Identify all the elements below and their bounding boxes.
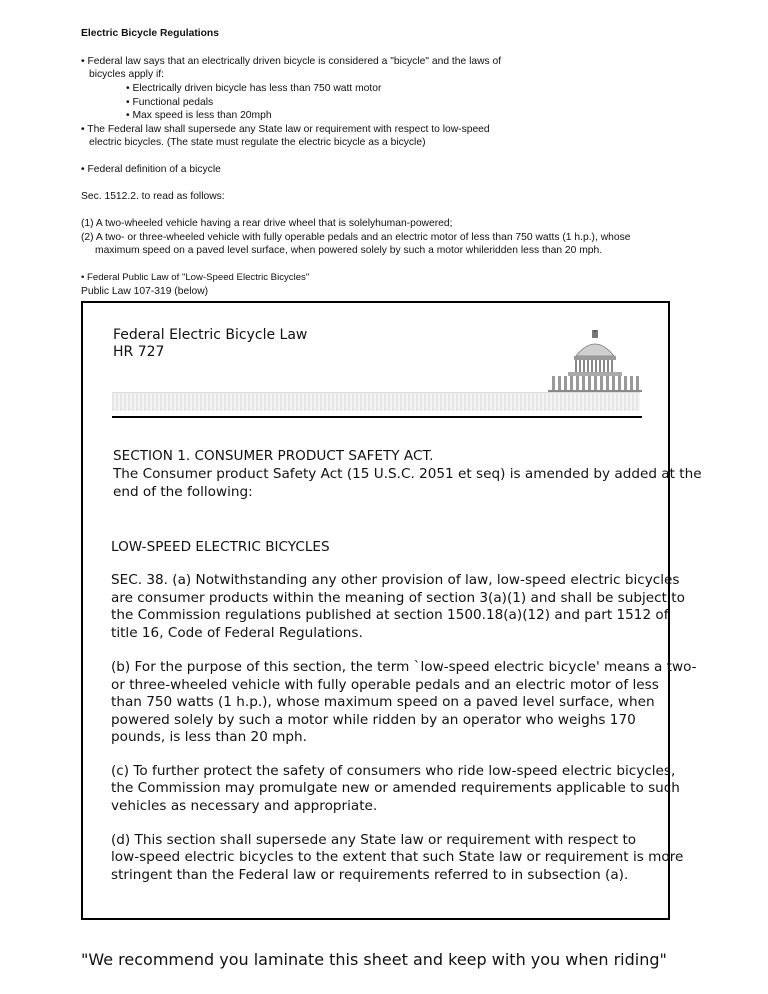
note-line: Public Law 107-319 (below) [81, 286, 209, 297]
paragraph-d-line: stringent than the Federal law or requirements referred to in subsection (a). [111, 867, 629, 883]
header-banner-strip [112, 392, 640, 411]
paragraph-a-line: are consumer products within the meaning of section 3(a)(1) and shall be subject to [111, 590, 685, 606]
header-rule [112, 416, 642, 418]
paragraph-a-line: title 16, Code of Federal Regulations. [111, 625, 363, 641]
note-line: electric bicycles. (The state must regulate the electric bicycle as a bicycle) [89, 137, 426, 148]
section-heading: SECTION 1. CONSUMER PRODUCT SAFETY ACT. [113, 448, 434, 464]
paragraph-d-line: low-speed electric bicycles to the extent that such State law or requirement is more [111, 849, 684, 865]
definition-line: maximum speed on a paved level surface, when powered solely by such a motor whileridden less than 20 mph. [95, 245, 603, 256]
definition-line: (1) A two-wheeled vehicle having a rear drive wheel that is solelyhuman-powered; [81, 218, 453, 229]
section-line: end of the following: [113, 484, 253, 500]
paragraph-b-line: or three-wheeled vehicle with fully operable pedals and an electric motor of less [111, 677, 659, 693]
note-bullet: • Max speed is less than 20mph [126, 110, 272, 121]
section-line: The Consumer product Safety Act (15 U.S.C. 2051 et seq) is amended by added at the [113, 466, 702, 482]
subheading: LOW-SPEED ELECTRIC BICYCLES [111, 539, 330, 555]
note-line: • Federal Public Law of "Low-Speed Electric Bicycles" [81, 272, 310, 283]
note-line: • The Federal law shall supersede any State law or requirement with respect to low-speed [81, 124, 490, 135]
paragraph-d-line: (d) This section shall supersede any State law or requirement with respect to [111, 832, 637, 848]
paragraph-a-line: SEC. 38. (a) Notwithstanding any other provision of law, low-speed electric bicycles [111, 572, 680, 588]
document-title: Electric Bicycle Regulations [81, 28, 219, 39]
paragraph-c-line: (c) To further protect the safety of consumers who ride low-speed electric bicycles, [111, 763, 676, 779]
paragraph-b-line: than 750 watts (1 h.p.), whose maximum speed on a paved level surface, when [111, 694, 655, 710]
capitol-dome-icon [548, 330, 642, 392]
note-line: Sec. 1512.2. to read as follows: [81, 191, 225, 202]
paragraph-b-line: pounds, is less than 20 mph. [111, 729, 307, 745]
law-title: Federal Electric Bicycle Law [113, 327, 308, 343]
footer-recommendation: "We recommend you laminate this sheet and keep with you when riding" [81, 950, 667, 969]
paragraph-a-line: the Commission regulations published at section 1500.18(a)(12) and part 1512 of [111, 607, 669, 623]
note-line: bicycles apply if: [89, 69, 164, 80]
definition-line: (2) A two- or three-wheeled vehicle with fully operable pedals and an electric motor of less than 750 watts (1 h.p.), whose [81, 232, 631, 243]
note-bullet: • Functional pedals [126, 97, 214, 108]
law-number: HR 727 [113, 344, 165, 360]
paragraph-b-line: powered solely by such a motor while ridden by an operator who weighs 170 [111, 712, 636, 728]
paragraph-b-line: (b) For the purpose of this section, the term `low-speed electric bicycle' means a two- [111, 659, 697, 675]
note-line: • Federal law says that an electrically driven bicycle is considered a "bicycle" and the laws of [81, 56, 502, 67]
note-line: • Federal definition of a bicycle [81, 164, 221, 175]
note-bullet: • Electrically driven bicycle has less than 750 watt motor [126, 83, 382, 94]
paragraph-c-line: vehicles as necessary and appropriate. [111, 798, 378, 814]
paragraph-c-line: the Commission may promulgate new or amended requirements applicable to such [111, 780, 680, 796]
